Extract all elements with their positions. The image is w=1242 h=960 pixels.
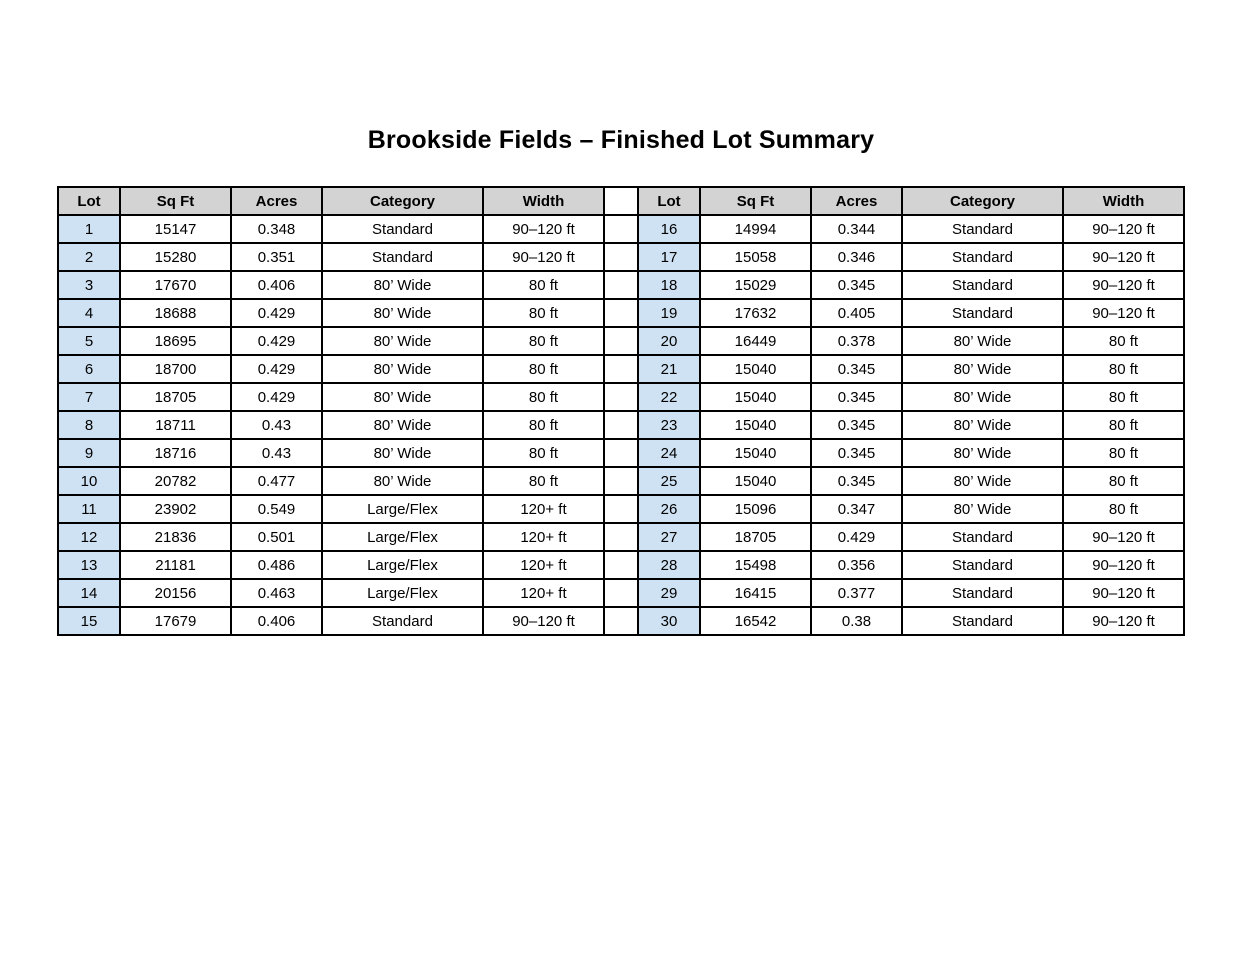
spacer-column (604, 579, 638, 607)
spacer-column (604, 411, 638, 439)
acres-cell: 0.429 (231, 355, 322, 383)
width-cell: 80 ft (1063, 495, 1184, 523)
sqft-cell: 18705 (700, 523, 811, 551)
table-row (58, 467, 1184, 495)
column-header-lot: Lot (638, 187, 700, 215)
column-header-acres: Acres (231, 187, 322, 215)
category-cell: 80’ Wide (902, 467, 1063, 495)
acres-cell: 0.429 (811, 523, 902, 551)
width-cell: 120+ ft (483, 523, 604, 551)
table-row (58, 495, 1184, 523)
acres-cell: 0.377 (811, 579, 902, 607)
spacer-column (604, 551, 638, 579)
lot-cell: 12 (58, 523, 120, 551)
category-cell: 80’ Wide (902, 383, 1063, 411)
sqft-cell: 20156 (120, 579, 231, 607)
lot-cell: 23 (638, 411, 700, 439)
sqft-cell: 21836 (120, 523, 231, 551)
acres-cell: 0.38 (811, 607, 902, 635)
category-cell: 80’ Wide (902, 327, 1063, 355)
acres-cell: 0.348 (231, 215, 322, 243)
spacer-column (604, 607, 638, 635)
sqft-cell: 15029 (700, 271, 811, 299)
column-header-width: Width (483, 187, 604, 215)
width-cell: 80 ft (1063, 355, 1184, 383)
category-cell: 80’ Wide (322, 411, 483, 439)
sqft-cell: 18716 (120, 439, 231, 467)
sqft-cell: 16449 (700, 327, 811, 355)
width-cell: 80 ft (483, 327, 604, 355)
width-cell: 80 ft (483, 411, 604, 439)
sqft-cell: 21181 (120, 551, 231, 579)
category-cell: Standard (322, 607, 483, 635)
acres-cell: 0.345 (811, 439, 902, 467)
acres-cell: 0.347 (811, 495, 902, 523)
lot-cell: 8 (58, 411, 120, 439)
category-cell: 80’ Wide (322, 467, 483, 495)
acres-cell: 0.345 (811, 355, 902, 383)
lot-cell: 14 (58, 579, 120, 607)
category-cell: Standard (902, 299, 1063, 327)
category-cell: Standard (902, 523, 1063, 551)
lot-cell: 1 (58, 215, 120, 243)
column-header-lot: Lot (58, 187, 120, 215)
category-cell: 80’ Wide (902, 439, 1063, 467)
width-cell: 80 ft (483, 439, 604, 467)
lot-cell: 20 (638, 327, 700, 355)
acres-cell: 0.345 (811, 467, 902, 495)
column-header-width: Width (1063, 187, 1184, 215)
width-cell: 80 ft (483, 355, 604, 383)
width-cell: 80 ft (483, 271, 604, 299)
table-row (58, 411, 1184, 439)
table-row (58, 299, 1184, 327)
sqft-cell: 15280 (120, 243, 231, 271)
sqft-cell: 15040 (700, 355, 811, 383)
table-row (58, 523, 1184, 551)
sqft-cell: 17679 (120, 607, 231, 635)
lot-summary-table (57, 186, 1185, 636)
sqft-cell: 20782 (120, 467, 231, 495)
lot-table-body (58, 215, 1184, 635)
lot-cell: 18 (638, 271, 700, 299)
column-header-category: Category (322, 187, 483, 215)
acres-cell: 0.429 (231, 327, 322, 355)
category-cell: Standard (902, 215, 1063, 243)
lot-cell: 29 (638, 579, 700, 607)
spacer-column (604, 215, 638, 243)
width-cell: 120+ ft (483, 551, 604, 579)
table-row (58, 215, 1184, 243)
lot-cell: 4 (58, 299, 120, 327)
acres-cell: 0.501 (231, 523, 322, 551)
width-cell: 90–120 ft (483, 243, 604, 271)
table-row (58, 271, 1184, 299)
spacer-column (604, 187, 638, 215)
sqft-cell: 23902 (120, 495, 231, 523)
lot-cell: 27 (638, 523, 700, 551)
category-cell: Large/Flex (322, 523, 483, 551)
spacer-column (604, 383, 638, 411)
acres-cell: 0.378 (811, 327, 902, 355)
spacer-column (604, 355, 638, 383)
acres-cell: 0.429 (231, 383, 322, 411)
width-cell: 80 ft (483, 299, 604, 327)
acres-cell: 0.43 (231, 411, 322, 439)
sqft-cell: 15058 (700, 243, 811, 271)
acres-cell: 0.406 (231, 271, 322, 299)
category-cell: Large/Flex (322, 551, 483, 579)
category-cell: Large/Flex (322, 495, 483, 523)
category-cell: Standard (902, 271, 1063, 299)
width-cell: 80 ft (1063, 411, 1184, 439)
category-cell: 80’ Wide (902, 495, 1063, 523)
table-row (58, 383, 1184, 411)
lot-cell: 17 (638, 243, 700, 271)
table-header (58, 187, 1184, 215)
sqft-cell: 18688 (120, 299, 231, 327)
acres-cell: 0.345 (811, 411, 902, 439)
column-header-sqft: Sq Ft (120, 187, 231, 215)
table-row (58, 579, 1184, 607)
acres-cell: 0.345 (811, 271, 902, 299)
column-header-sqft: Sq Ft (700, 187, 811, 215)
width-cell: 80 ft (1063, 439, 1184, 467)
acres-cell: 0.344 (811, 215, 902, 243)
width-cell: 90–120 ft (483, 607, 604, 635)
acres-cell: 0.356 (811, 551, 902, 579)
acres-cell: 0.549 (231, 495, 322, 523)
lot-cell: 2 (58, 243, 120, 271)
lot-cell: 6 (58, 355, 120, 383)
acres-cell: 0.406 (231, 607, 322, 635)
category-cell: 80’ Wide (322, 271, 483, 299)
sqft-cell: 15147 (120, 215, 231, 243)
sqft-cell: 14994 (700, 215, 811, 243)
width-cell: 120+ ft (483, 579, 604, 607)
sqft-cell: 15040 (700, 383, 811, 411)
spacer-column (604, 243, 638, 271)
width-cell: 90–120 ft (483, 215, 604, 243)
category-cell: Large/Flex (322, 579, 483, 607)
column-header-acres: Acres (811, 187, 902, 215)
spacer-column (604, 495, 638, 523)
category-cell: Standard (322, 215, 483, 243)
sqft-cell: 16542 (700, 607, 811, 635)
category-cell: 80’ Wide (322, 439, 483, 467)
spacer-column (604, 299, 638, 327)
width-cell: 90–120 ft (1063, 607, 1184, 635)
column-header-category: Category (902, 187, 1063, 215)
width-cell: 90–120 ft (1063, 579, 1184, 607)
sqft-cell: 15040 (700, 467, 811, 495)
sqft-cell: 18695 (120, 327, 231, 355)
acres-cell: 0.486 (231, 551, 322, 579)
lot-cell: 3 (58, 271, 120, 299)
spacer-column (604, 523, 638, 551)
table-row (58, 327, 1184, 355)
spacer-column (604, 467, 638, 495)
lot-cell: 7 (58, 383, 120, 411)
lot-cell: 24 (638, 439, 700, 467)
sqft-cell: 17670 (120, 271, 231, 299)
acres-cell: 0.345 (811, 383, 902, 411)
width-cell: 90–120 ft (1063, 271, 1184, 299)
sqft-cell: 15040 (700, 439, 811, 467)
lot-cell: 10 (58, 467, 120, 495)
lot-cell: 9 (58, 439, 120, 467)
lot-cell: 19 (638, 299, 700, 327)
width-cell: 80 ft (483, 383, 604, 411)
category-cell: Standard (902, 551, 1063, 579)
category-cell: 80’ Wide (902, 355, 1063, 383)
category-cell: Standard (902, 607, 1063, 635)
sqft-cell: 18700 (120, 355, 231, 383)
lot-cell: 16 (638, 215, 700, 243)
sqft-cell: 15498 (700, 551, 811, 579)
lot-cell: 5 (58, 327, 120, 355)
sqft-cell: 17632 (700, 299, 811, 327)
sqft-cell: 18705 (120, 383, 231, 411)
width-cell: 90–120 ft (1063, 215, 1184, 243)
width-cell: 80 ft (1063, 327, 1184, 355)
acres-cell: 0.405 (811, 299, 902, 327)
category-cell: 80’ Wide (322, 299, 483, 327)
width-cell: 120+ ft (483, 495, 604, 523)
acres-cell: 0.43 (231, 439, 322, 467)
width-cell: 90–120 ft (1063, 551, 1184, 579)
width-cell: 90–120 ft (1063, 299, 1184, 327)
table-row (58, 607, 1184, 635)
width-cell: 90–120 ft (1063, 523, 1184, 551)
lot-cell: 11 (58, 495, 120, 523)
lot-cell: 15 (58, 607, 120, 635)
table-row (58, 355, 1184, 383)
page-title: Brookside Fields – Finished Lot Summary (367, 126, 875, 154)
lot-cell: 30 (638, 607, 700, 635)
lot-cell: 21 (638, 355, 700, 383)
spacer-column (604, 439, 638, 467)
lot-cell: 13 (58, 551, 120, 579)
width-cell: 90–120 ft (1063, 243, 1184, 271)
width-cell: 80 ft (1063, 467, 1184, 495)
sqft-cell: 15040 (700, 411, 811, 439)
category-cell: Standard (902, 579, 1063, 607)
header-row (58, 187, 1184, 215)
table-row (58, 551, 1184, 579)
category-cell: Standard (902, 243, 1063, 271)
acres-cell: 0.346 (811, 243, 902, 271)
lot-cell: 25 (638, 467, 700, 495)
sqft-cell: 18711 (120, 411, 231, 439)
category-cell: 80’ Wide (322, 383, 483, 411)
lot-cell: 28 (638, 551, 700, 579)
lot-cell: 26 (638, 495, 700, 523)
table-row (58, 243, 1184, 271)
sqft-cell: 16415 (700, 579, 811, 607)
category-cell: Standard (322, 243, 483, 271)
category-cell: 80’ Wide (322, 355, 483, 383)
spacer-column (604, 271, 638, 299)
category-cell: 80’ Wide (902, 411, 1063, 439)
acres-cell: 0.463 (231, 579, 322, 607)
width-cell: 80 ft (1063, 383, 1184, 411)
lot-cell: 22 (638, 383, 700, 411)
width-cell: 80 ft (483, 467, 604, 495)
spacer-column (604, 327, 638, 355)
acres-cell: 0.429 (231, 299, 322, 327)
table-row (58, 439, 1184, 467)
sqft-cell: 15096 (700, 495, 811, 523)
acres-cell: 0.477 (231, 467, 322, 495)
category-cell: 80’ Wide (322, 327, 483, 355)
acres-cell: 0.351 (231, 243, 322, 271)
